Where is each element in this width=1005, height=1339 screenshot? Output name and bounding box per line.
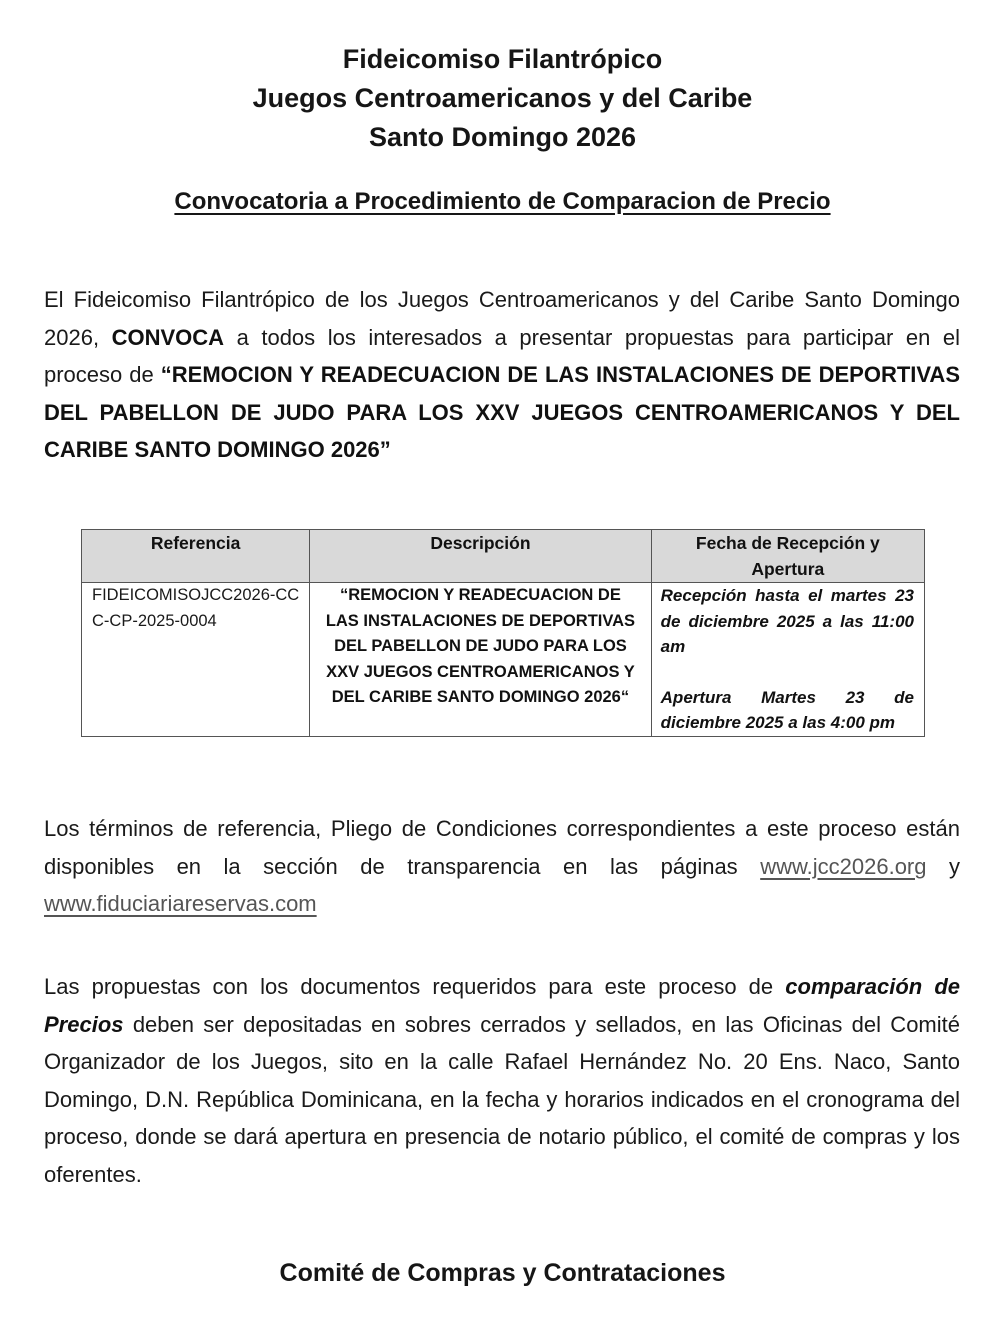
- terms-connector: y: [926, 853, 960, 879]
- reception-date: Recepción hasta el martes 23 de diciembre 2025 a las 11:00 am: [660, 586, 914, 656]
- jcc2026-link[interactable]: www.jcc2026.org: [760, 853, 927, 879]
- header-line-1: Fideicomiso Filantrópico: [342, 44, 663, 74]
- header-line-2: Juegos Centroamericanos y del Caribe: [252, 83, 753, 113]
- subtitle-text: Convocatoria a Procedimiento de Comparacion de Precio: [174, 188, 831, 215]
- opening-date: Apertura Martes 23 de diciembre 2025 a las 4:00 pm: [660, 687, 914, 732]
- fiduciaria-link[interactable]: www.fiduciariareservas.com: [44, 891, 317, 916]
- header-referencia: Referencia: [82, 530, 310, 583]
- intro-process-title: “REMOCION Y READECUACION DE LAS INSTALACIONES DE DEPORTIVAS DEL PABELLON DE JUDO PARA LOS XXV JUEGOS CENTROAMERICANOS Y DEL CARIBE SANTO DOMINGO 2026”: [44, 362, 960, 462]
- document-header: [0, 40, 1005, 157]
- terms-paragraph: [44, 810, 960, 923]
- submission-paragraph: [44, 968, 960, 1193]
- reference-code: FIDEICOMISOJCC2026-CCC-CP-2025-0004: [82, 583, 310, 737]
- header-descripcion: Descripción: [310, 530, 651, 583]
- intro-convoca: CONVOCA: [111, 324, 225, 350]
- document-subtitle: [0, 186, 1005, 218]
- table-row: [82, 583, 925, 737]
- committee-signature: Comité de Compras y Contrataciones: [279, 1259, 726, 1287]
- intro-text-b: a todos los interesados a presentar propuestas para participar en el proceso de: [44, 324, 960, 387]
- table-header-row: [82, 530, 925, 583]
- intro-text-a: El Fideicomiso Filantrópico de los Juegos Centroamericanos y del Caribe Santo Domingo 2026,: [44, 287, 960, 350]
- intro-paragraph: [44, 281, 960, 469]
- submission-emphasis: comparación de Precios: [44, 974, 960, 1037]
- process-dates: [651, 583, 924, 737]
- reference-table: [81, 529, 925, 737]
- submission-text-b: deben ser depositadas en sobres cerrados y sellados, en las Oficinas del Comité Organizador de los Juegos, sito en la calle Rafael Hernández No. 20 Ens. Naco, Santo Domingo, D.N. República Dominicana, en la fecha y horarios indicados en el cronograma del proceso, donde se dará apertura en presencia de notario público, el comité de compras y los oferentes.: [44, 1011, 960, 1187]
- header-line-3: Santo Domingo 2026: [368, 122, 637, 152]
- process-description: “REMOCION Y READECUACION DE LAS INSTALACIONES DE DEPORTIVAS DEL PABELLON DE JUDO PARA LOS XXV JUEGOS CENTROAMERICANOS Y DEL CARIBE SANTO DOMINGO 2026“: [310, 583, 651, 737]
- terms-text: Los términos de referencia, Pliego de Condiciones correspondientes a este proceso están disponibles en la sección de transparencia en las páginas: [44, 816, 960, 879]
- header-fecha: Fecha de Recepción y Apertura: [651, 530, 924, 583]
- submission-text-a: Las propuestas con los documentos requeridos para este proceso de: [44, 974, 786, 999]
